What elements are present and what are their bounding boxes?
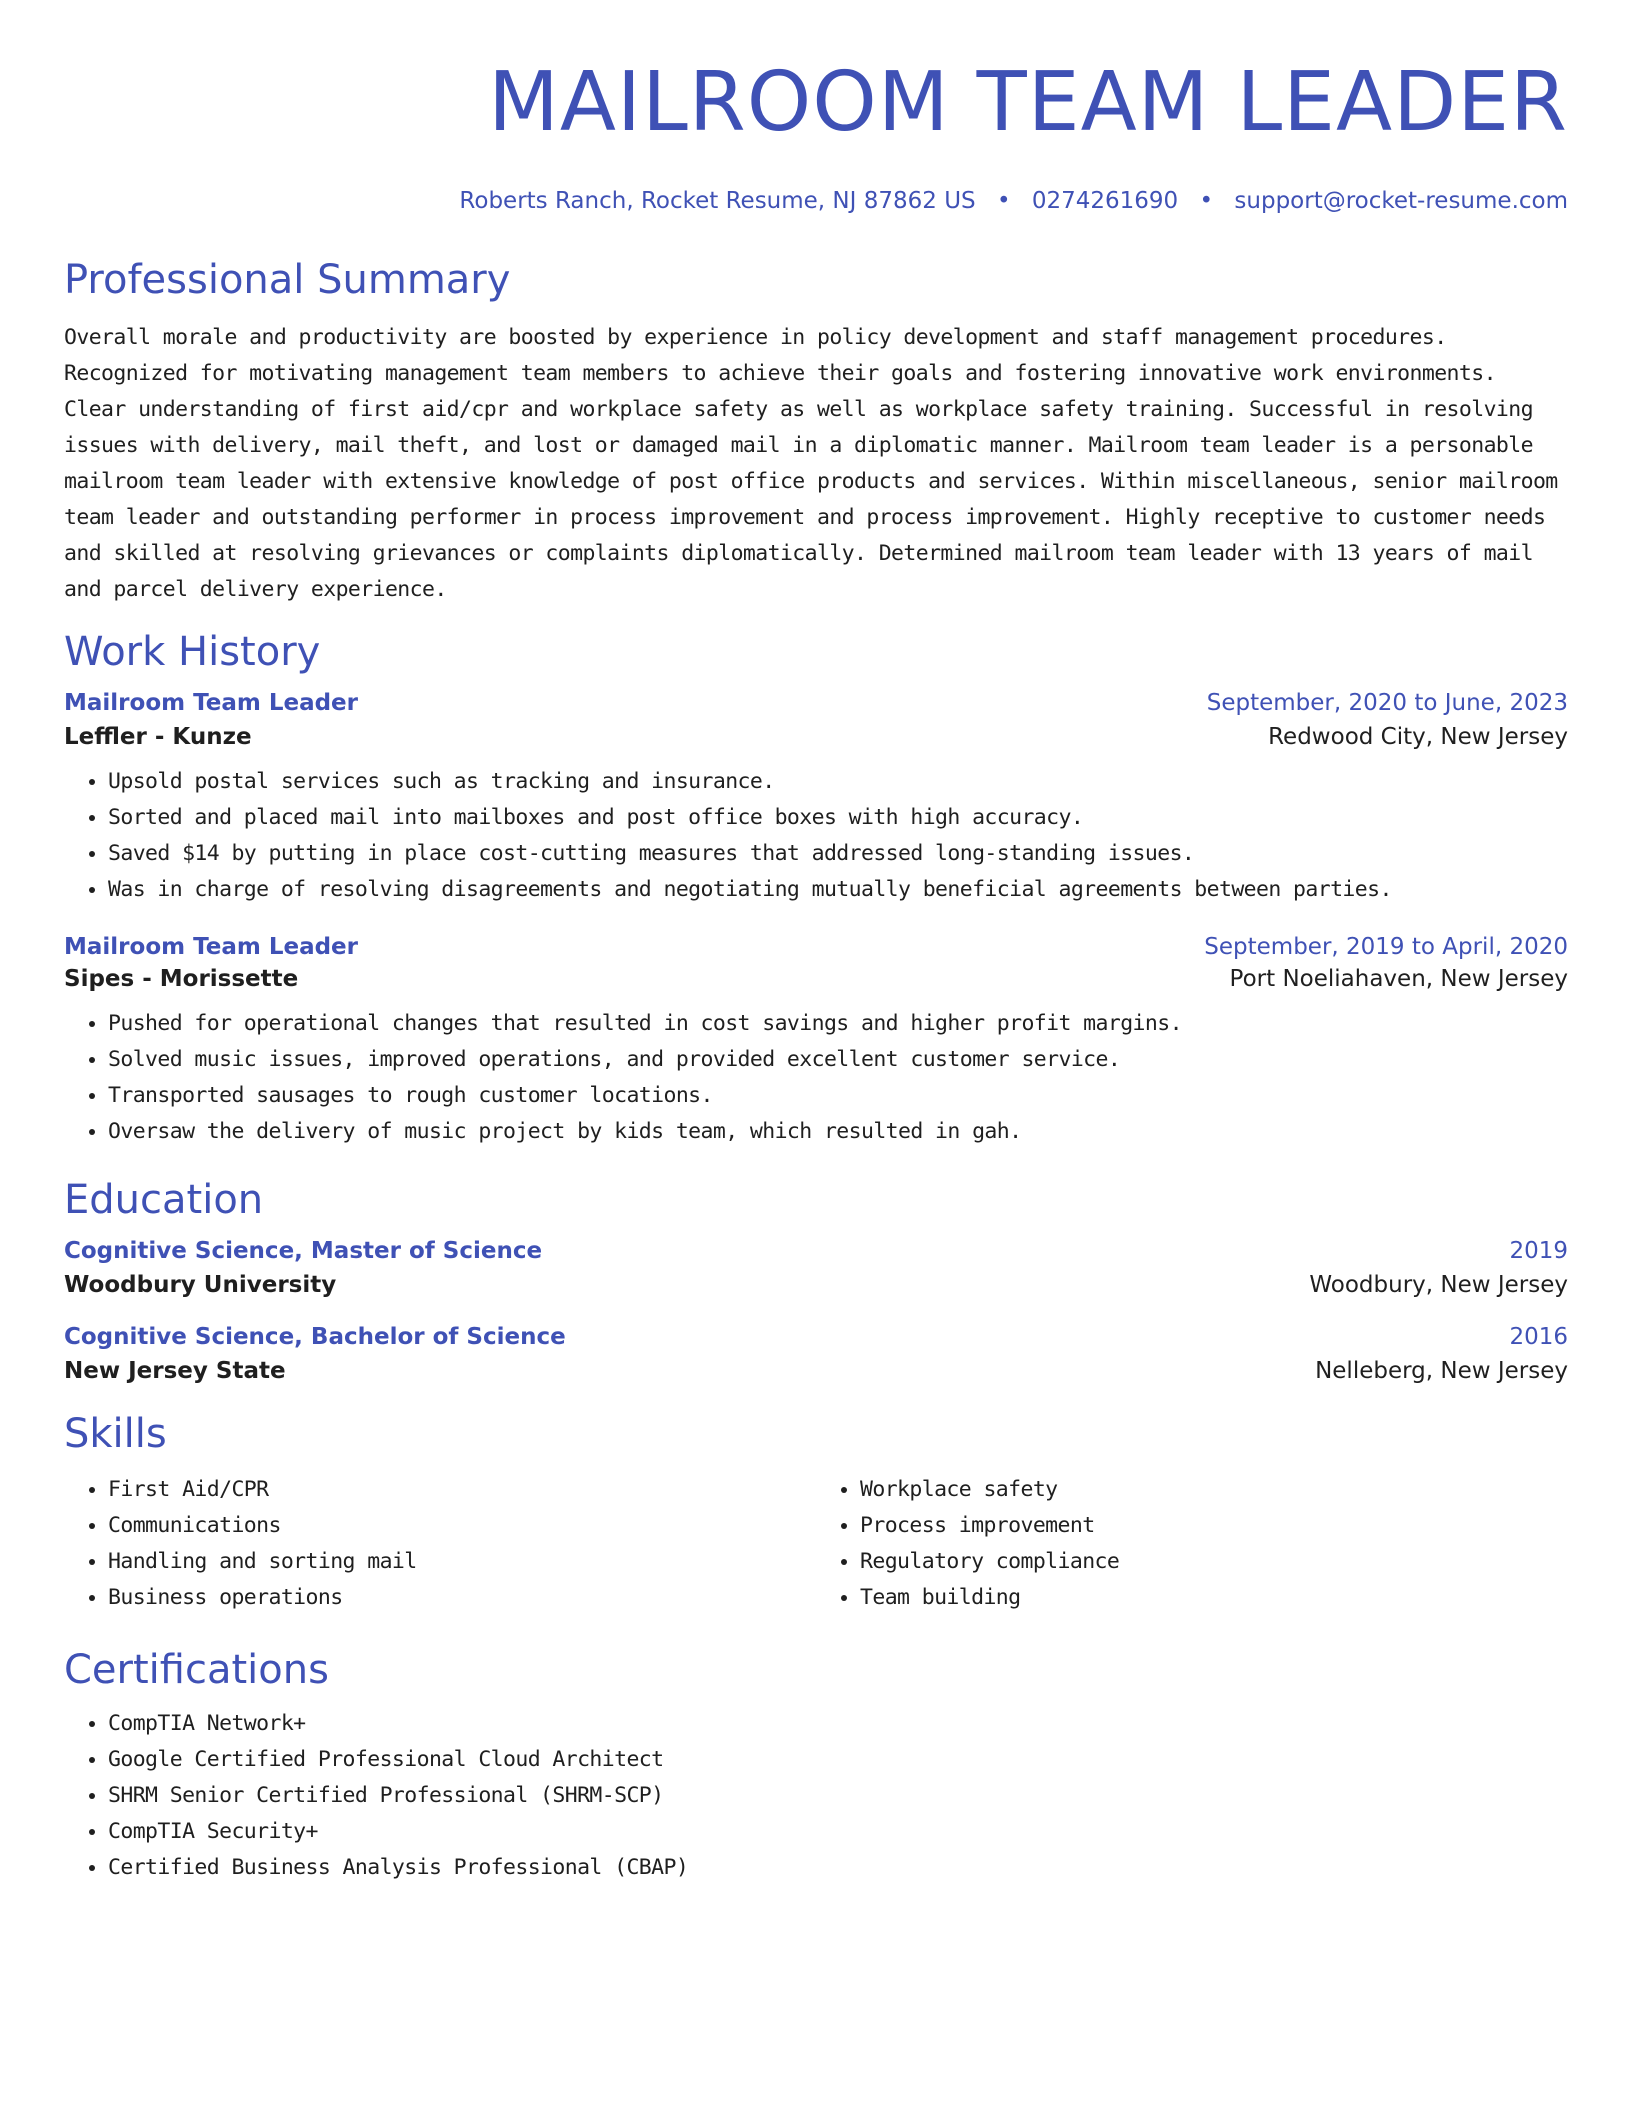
work-history-heading: Work History: [64, 629, 321, 675]
skills-list-right: [816, 1472, 1568, 1616]
certification-item: • CompTIA Security+: [108, 1814, 1568, 1850]
job-employer: Leffler - Kunze: [64, 724, 252, 750]
education-header-row: [64, 1238, 1568, 1264]
job-header-row: [64, 690, 1568, 716]
job-bullet: • Upsold postal services such as tracking and insurance.: [108, 764, 1568, 800]
job-bullet: • Sorted and placed mail into mailboxes and post office boxes with high accuracy.: [108, 800, 1568, 836]
job-bullet: • Was in charge of resolving disagreements and negotiating mutually beneficial agreements between parties.: [108, 872, 1568, 908]
skills-columns: [64, 1472, 1568, 1616]
job-employer: Sipes - Morissette: [64, 966, 299, 992]
job-employer-row: [64, 724, 1568, 750]
job-title: Mailroom Team Leader: [64, 690, 359, 716]
job-location: Redwood City, New Jersey: [1268, 724, 1568, 750]
job-dates: September, 2020 to June, 2023: [1206, 690, 1568, 716]
certification-item: • SHRM Senior Certified Professional (SHRM-SCP): [108, 1778, 1568, 1814]
education-heading: Education: [64, 1177, 264, 1223]
job-bullet: • Oversaw the delivery of music project by kids team, which resulted in gah.: [108, 1114, 1568, 1150]
education-school-row: [64, 1272, 1568, 1298]
education-entry: [64, 1324, 1568, 1384]
job-bullet: • Saved $14 by putting in place cost-cutting measures that addressed long-standing issues.: [108, 836, 1568, 872]
education-school: New Jersey State: [64, 1358, 286, 1384]
skill-item: • Communications: [108, 1508, 816, 1544]
job-location: Port Noeliahaven, New Jersey: [1229, 966, 1568, 992]
certification-item: • CompTIA Network+: [108, 1706, 1568, 1742]
skill-item: • Team building: [860, 1580, 1568, 1616]
job-header-row: [64, 934, 1568, 960]
skill-item: • Regulatory compliance: [860, 1544, 1568, 1580]
job-bullet: • Transported sausages to rough customer locations.: [108, 1078, 1568, 1114]
resume-page: [64, 0, 1568, 1886]
education-year: 2019: [1509, 1238, 1568, 1264]
skills-heading: Skills: [64, 1411, 167, 1457]
education-year: 2016: [1509, 1324, 1568, 1350]
skills-list-left: [64, 1472, 816, 1616]
contact-email[interactable]: support@rocket-resume.com: [1234, 188, 1568, 214]
contact-separator: •: [1199, 188, 1214, 214]
job-bullet: • Pushed for operational changes that resulted in cost savings and higher profit margins.: [108, 1006, 1568, 1042]
certification-item: • Google Certified Professional Cloud Architect: [108, 1742, 1568, 1778]
education-degree: Cognitive Science, Bachelor of Science: [64, 1324, 566, 1350]
contact-line: [64, 186, 1568, 216]
job-bullets: [64, 1006, 1568, 1150]
education-location: Woodbury, New Jersey: [1309, 1272, 1568, 1298]
job-dates: September, 2019 to April, 2020: [1204, 934, 1568, 960]
education-header-row: [64, 1324, 1568, 1350]
job-bullets: [64, 764, 1568, 908]
contact-address: Roberts Ranch, Rocket Resume, NJ 87862 US: [459, 188, 976, 214]
contact-phone: 0274261690: [1031, 188, 1179, 214]
job-employer-row: [64, 966, 1568, 992]
skill-item: • Handling and sorting mail: [108, 1544, 816, 1580]
contact-separator: •: [996, 188, 1011, 214]
education-school-row: [64, 1358, 1568, 1384]
skill-item: • Workplace safety: [860, 1472, 1568, 1508]
certifications-heading: Certifications: [64, 1647, 329, 1693]
job-bullet: • Solved music issues, improved operations, and provided excellent customer service.: [108, 1042, 1568, 1078]
job-entry: [64, 690, 1568, 908]
summary-text: Overall morale and productivity are boosted by experience in policy development and staff management procedures. Recognized for motivating management team members to achieve their goals and fostering innovative work environments. Clear understanding of first aid/cpr and workplace safety as well as workplace safety training. Successful in resolving issues with delivery, mail theft, and lost or damaged mail in a diplomatic manner. Mailroom team leader is a personable mailroom team leader with extensive knowledge of post office products and services. Within miscellaneous, senior mailroom team leader and outstanding performer in process improvement and process improvement. Highly receptive to customer needs and skilled at resolving grievances or complaints diplomatically. Determined mailroom team leader with 13 years of mail and parcel delivery experience.: [64, 325, 1558, 602]
skill-item: • First Aid/CPR: [108, 1472, 816, 1508]
education-school: Woodbury University: [64, 1272, 337, 1298]
education-entry: [64, 1238, 1568, 1298]
resume-name: MAILROOM TEAM LEADER: [488, 55, 1568, 150]
job-title: Mailroom Team Leader: [64, 934, 359, 960]
certifications-list: [64, 1706, 1568, 1886]
job-entry: [64, 934, 1568, 1150]
skill-item: • Process improvement: [860, 1508, 1568, 1544]
skill-item: • Business operations: [108, 1580, 816, 1616]
education-location: Nelleberg, New Jersey: [1315, 1358, 1568, 1384]
education-degree: Cognitive Science, Master of Science: [64, 1238, 543, 1264]
certification-item: • Certified Business Analysis Professional (CBAP): [108, 1850, 1568, 1886]
summary-heading: Professional Summary: [64, 257, 511, 303]
